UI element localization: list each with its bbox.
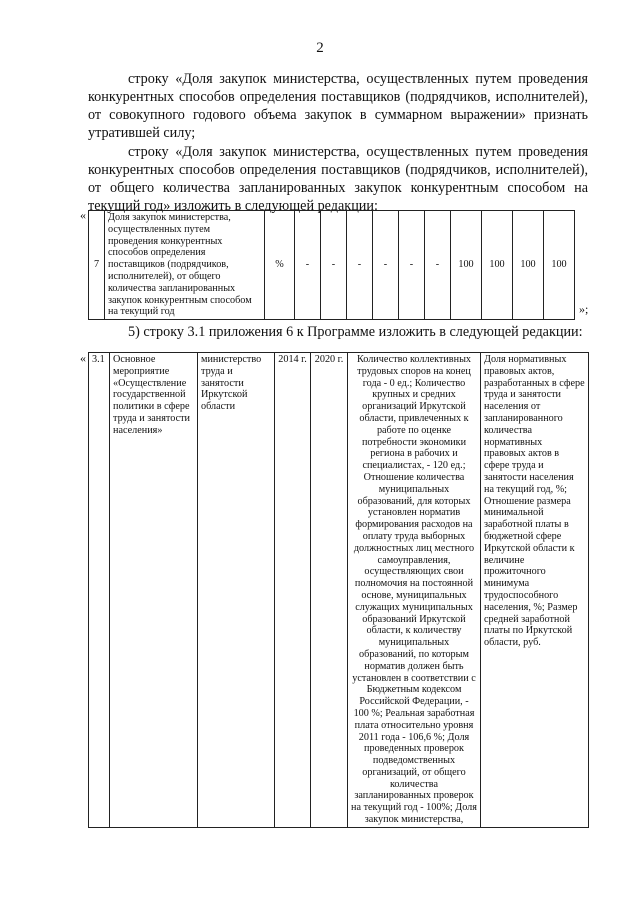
paragraph-amend-row: строку «Доля закупок министерства, осуществленных путем проведения конкурентных способов определения поставщиков (подрядчиков, исполнителей), от общего количества запланированных закупок конкурентным способом на текущий год» изложить в следующей редакции: (88, 144, 588, 214)
end-year-cell: 2020 г. (311, 353, 348, 828)
paragraph-item-5: 5) строку 3.1 приложения 6 к Программе изложить в следующей редакции: (128, 324, 583, 340)
paragraph-repeal-row: строку «Доля закупок министерства, осуществленных путем проведения конкурентных способов определения поставщиков (подрядчиков, исполнителей), от совокупного годового объема закупок в суммарном выражении» признать утратившей силу; (88, 71, 588, 141)
value-cell: 100 (513, 211, 544, 320)
indicator-row-table (88, 210, 575, 320)
value-cell: - (373, 211, 399, 320)
value-cell: - (321, 211, 347, 320)
value-cell: - (399, 211, 425, 320)
start-year-cell: 2014 г. (275, 353, 311, 828)
closing-quote: »; (579, 302, 589, 316)
table-row (89, 353, 589, 828)
value-cell: 100 (451, 211, 482, 320)
page-number: 2 (316, 40, 324, 56)
event-name-cell: Основное мероприятие «Осуществление государственной политики в сфере труда и занятости населения» (110, 353, 198, 828)
program-row-table (88, 352, 589, 828)
indicator-name-cell: Доля закупок министерства, осуществленных путем проведения конкурентных способов определения поставщиков (подрядчиков, исполнителей), от общего количества запланированных закупок конкурентным способом на текущий год (105, 211, 265, 320)
row-number-cell: 7 (89, 211, 105, 320)
indicators-cell: Доля нормативных правовых актов, разработанных в сфере труда и занятости населения от запланированного количества нормативных правовых актов в сфере труда и занятости населения на текущий год, %; Отношение размера минимальной заработной платы в бюджетной сфере Иркутской области к величине прожиточного минимума трудоспособного населения, %; Размер средней заработной платы по Иркутской области, руб. (481, 353, 589, 828)
unit-cell: % (265, 211, 295, 320)
opening-quote: « (80, 351, 86, 365)
indicators-cell: Количество коллективных трудовых споров на конец года - 0 ед.; Количество крупных и средних организаций Иркутской области, привлеченных к работе по оценке потребности экономики региона в рабочих и специалистах, - 120 ед.; Отношение количества муниципальных образований, для которых установлен норматив формирования расходов на оплату труда выборных должностных лиц местного самоуправления, осуществляющих свои полномочия на постоянной основе, муниципальных служащих муниципальных образований Иркутской области, к количеству муниципальных образований, по которым норматив должен быть установлен в соответствии с Бюджетным кодексом Российской Федерации, - 100 %; Реальная заработная плата относительно уровня 2011 года - 106,6 %; Доля проведенных проверок подведомственных организаций, от общего количества запланированных проверок на текущий год - 100%; Доля закупок министерства, (348, 353, 481, 828)
value-cell: - (425, 211, 451, 320)
value-cell: - (347, 211, 373, 320)
value-cell: 100 (544, 211, 575, 320)
table-row (89, 211, 575, 320)
row-number-cell: 3.1 (89, 353, 110, 828)
value-cell: - (295, 211, 321, 320)
value-cell: 100 (482, 211, 513, 320)
opening-quote: « (80, 208, 86, 222)
executor-cell: министерство труда и занятости Иркутской области (198, 353, 275, 828)
